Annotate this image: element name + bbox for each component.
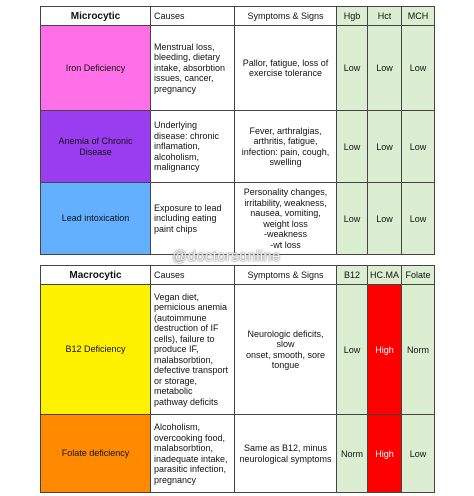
causes-cell — [151, 415, 235, 493]
text-line: Exposure to lead — [154, 202, 222, 213]
text-line: swelling — [269, 157, 302, 167]
text-line: Underlying — [154, 120, 198, 131]
text-line: alcoholism, — [154, 151, 200, 162]
lab-value: Low — [368, 183, 402, 255]
text-line: Menstrual loss, — [154, 41, 215, 52]
text-line: malabsorbtion, — [154, 354, 214, 365]
text-line: infection: pain, cough, — [241, 146, 330, 157]
disease-folate-deficiency: Folate deficiency — [41, 415, 151, 493]
symptoms-header: Symptoms & Signs — [235, 7, 337, 26]
microcytic-table — [40, 6, 435, 255]
lab-value: Low — [368, 111, 402, 183]
text-line: or storage, — [154, 375, 198, 386]
lab-value-high: High — [368, 285, 402, 415]
causes-cell — [151, 111, 235, 183]
macrocytic-header: Macrocytic — [41, 266, 151, 285]
text-line: metabolic — [154, 386, 193, 397]
text-line: onset, smooth, sore — [245, 349, 326, 360]
b12-header: B12 — [337, 266, 368, 285]
text-line: bleeding, dietary — [154, 52, 221, 63]
text-line: destruction of IF — [154, 323, 219, 334]
macrocytic-header-row — [41, 266, 435, 285]
lab-value-high: High — [368, 415, 402, 493]
text-line: including eating — [154, 213, 217, 224]
lab-value: Low — [337, 285, 368, 415]
causes-header: Causes — [151, 7, 235, 26]
lab-value: Low — [402, 26, 435, 111]
text-line: tongue — [271, 360, 300, 370]
text-line: inflamation, — [154, 141, 201, 152]
text-line: overcooking food, — [154, 432, 226, 443]
symptoms-cell — [235, 183, 337, 255]
symptoms-cell — [235, 111, 337, 183]
text-line: intake, absorbtion — [154, 62, 226, 73]
macrocytic-table — [40, 265, 435, 493]
causes-cell — [151, 26, 235, 111]
disease-anemia-chronic: Anemia of Chronic Disease — [41, 111, 151, 183]
text-line: disease: chronic — [154, 130, 220, 141]
hcma-header: HC.MA — [368, 266, 402, 285]
text-line: paint chips — [154, 223, 198, 234]
text-line: pregnancy — [154, 474, 197, 485]
text-line: pernicious anemia — [154, 302, 228, 313]
text-line: cells), failure to — [154, 333, 215, 344]
text-line: parasitic infection, — [154, 464, 227, 474]
text-line: weight loss — [263, 218, 308, 229]
text-line: pathway deficits — [154, 396, 219, 407]
text-line: arthritis, fatigue, — [253, 136, 318, 146]
table-row — [41, 26, 435, 111]
text-line: -weakness — [263, 229, 308, 239]
text-line: (autoimmune — [154, 312, 207, 323]
lab-value: Low — [402, 415, 435, 493]
text-line: Alcoholism, — [154, 422, 201, 432]
symptoms-header: Symptoms & Signs — [235, 266, 337, 285]
table-row — [41, 415, 435, 493]
disease-lead-intoxication: Lead intoxication — [41, 183, 151, 255]
causes-cell — [151, 183, 235, 255]
text-line: Fever, arthralgias, — [249, 125, 322, 136]
microcytic-header-row — [41, 7, 435, 26]
lab-value: Low — [402, 111, 435, 183]
text-line: exercise tolerance — [248, 68, 323, 78]
lab-value: Low — [337, 111, 368, 183]
table-row — [41, 285, 435, 415]
symptoms-cell — [235, 26, 337, 111]
disease-iron-deficiency: Iron Deficiency — [41, 26, 151, 111]
text-line: produce IF, — [154, 344, 199, 355]
text-line: malabsorbtion, — [154, 443, 214, 453]
hct-header: Hct — [368, 7, 402, 26]
mch-header: MCH — [402, 7, 435, 26]
symptoms-cell — [235, 415, 337, 493]
lab-value: Low — [402, 183, 435, 255]
text-line: neurological symptoms — [239, 453, 332, 464]
text-line: Pallor, fatigue, loss of — [242, 57, 329, 68]
lab-value: Norm — [402, 285, 435, 415]
text-line: defective transport — [154, 365, 229, 376]
text-line: malignancy — [154, 162, 200, 173]
text-line: issues, cancer, — [154, 73, 214, 84]
lab-value: Norm — [337, 415, 368, 493]
microcytic-header: Microcytic — [41, 7, 151, 26]
hgb-header: Hgb — [337, 7, 368, 26]
lab-value: Low — [368, 26, 402, 111]
table-row — [41, 183, 435, 255]
text-line: pregnancy — [154, 83, 197, 94]
causes-header: Causes — [151, 266, 235, 285]
text-line: inadequate intake, — [154, 453, 228, 464]
text-line: irritability, weakness, — [244, 197, 327, 208]
lab-value: Low — [337, 183, 368, 255]
watermark: @doctorsonline — [172, 248, 281, 265]
text-line: -wt loss — [270, 239, 301, 250]
text-line: Vegan diet, — [154, 291, 200, 302]
causes-cell — [151, 285, 235, 415]
text-line: Same as B12, minus — [243, 443, 328, 453]
folate-header: Folate — [402, 266, 435, 285]
table-row — [41, 111, 435, 183]
text-line: nausea, vomiting, — [250, 208, 321, 218]
text-line: Personality changes, — [243, 187, 328, 197]
lab-value: Low — [337, 26, 368, 111]
disease-b12-deficiency: B12 Deficiency — [41, 285, 151, 415]
text-line: Neurologic deficits, slow — [247, 328, 324, 349]
symptoms-cell — [235, 285, 337, 415]
